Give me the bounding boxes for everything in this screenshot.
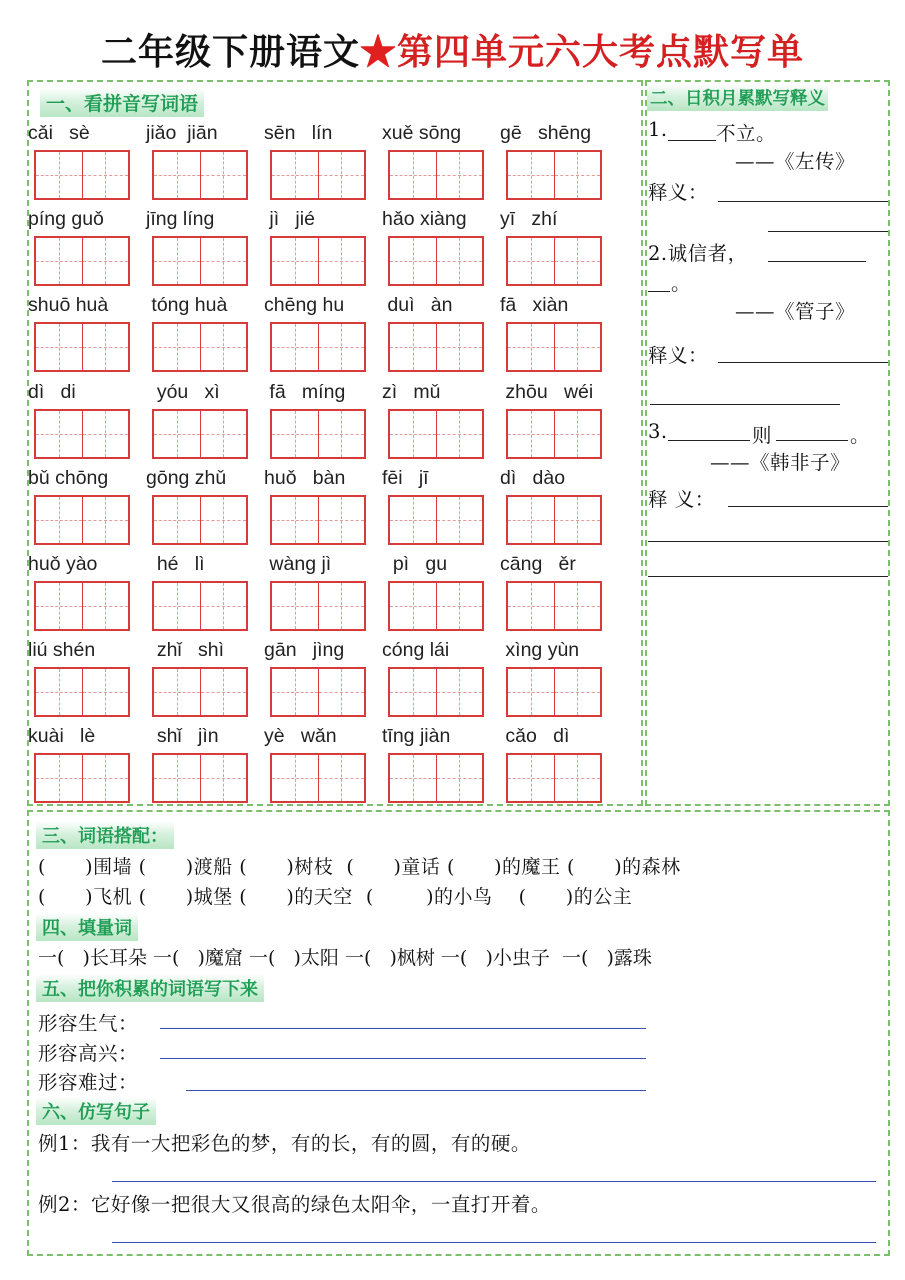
- pinyin-text: jì jié: [264, 208, 315, 231]
- tianzige-cell[interactable]: [154, 152, 201, 198]
- tianzige-box[interactable]: [34, 409, 130, 459]
- pinyin-text: xuě sōng: [382, 122, 462, 144]
- tianzige-cell[interactable]: [390, 238, 437, 284]
- tianzige-cell[interactable]: [437, 497, 483, 543]
- tianzige-box[interactable]: [34, 236, 130, 286]
- tianzige-cell[interactable]: [83, 324, 129, 370]
- pinyin-text: sēn lín: [264, 122, 333, 144]
- pinyin-item: [28, 463, 132, 549]
- tianzige-cell[interactable]: [201, 497, 247, 543]
- pinyin-item: [146, 463, 250, 549]
- tianzige-box[interactable]: [388, 581, 484, 631]
- q3-source: ——《韩非子》: [710, 451, 851, 474]
- section6-example2: 例2：它好像一把很大又很高的绿色太阳伞，一直打开着。: [38, 1193, 551, 1216]
- q1-meaning-line1[interactable]: [718, 201, 888, 202]
- tianzige-cell[interactable]: [272, 583, 319, 629]
- pinyin-text: shǐ jìn: [146, 725, 219, 748]
- q3-meaning-line3[interactable]: [648, 576, 888, 577]
- q3-end: 。: [850, 424, 871, 447]
- tianzige-cell[interactable]: [319, 324, 365, 370]
- pinyin-item: [264, 721, 368, 807]
- tianzige-cell[interactable]: [36, 583, 83, 629]
- section6-example1: 例1：我有一大把彩色的梦，有的长，有的圆，有的硬。: [38, 1132, 531, 1155]
- pinyin-text: jiǎo jiān: [146, 122, 218, 144]
- sad-answer-line[interactable]: [186, 1090, 646, 1091]
- tianzige-cell[interactable]: [319, 669, 365, 715]
- q2-end: 。: [671, 272, 692, 295]
- pinyin-item: [382, 463, 486, 549]
- tianzige-box[interactable]: [388, 753, 484, 803]
- tianzige-box[interactable]: [270, 495, 366, 545]
- pinyin-text: fā míng: [264, 380, 346, 403]
- tianzige-box[interactable]: [506, 409, 602, 459]
- pinyin-item: [28, 635, 132, 721]
- section4-line: 一( )长耳朵 一( )魔窟 一( )太阳 一( )枫树 一( )小虫子 一( )露珠: [38, 947, 652, 969]
- q2-meaning-label: 释义：: [648, 344, 709, 367]
- pinyin-text: zì mǔ: [382, 380, 441, 403]
- tianzige-cell[interactable]: [272, 669, 319, 715]
- pinyin-text: xìng yùn: [500, 639, 580, 662]
- tianzige-box[interactable]: [270, 753, 366, 803]
- tianzige-cell[interactable]: [390, 583, 437, 629]
- title-part1: 二年级下册语文: [100, 31, 360, 73]
- tianzige-cell[interactable]: [154, 324, 201, 370]
- tianzige-box[interactable]: [34, 322, 130, 372]
- tianzige-cell[interactable]: [201, 583, 247, 629]
- pinyin-text: fā xiàn: [500, 294, 569, 317]
- pinyin-text: zhōu wéi: [500, 380, 594, 403]
- pinyin-item: [382, 204, 486, 290]
- tianzige-cell[interactable]: [154, 497, 201, 543]
- tianzige-cell[interactable]: [36, 669, 83, 715]
- pinyin-row: [28, 118, 634, 204]
- title-part2: 第四单元六大考点默写单: [397, 31, 805, 73]
- pinyin-text: jīng líng: [146, 208, 215, 231]
- pinyin-item: [28, 549, 132, 635]
- tianzige-box[interactable]: [152, 581, 248, 631]
- tianzige-cell[interactable]: [437, 152, 483, 198]
- pinyin-text: dì dào: [500, 466, 566, 489]
- tianzige-cell[interactable]: [555, 755, 601, 801]
- pinyin-text: liú shén: [28, 639, 96, 662]
- pinyin-item: [146, 721, 250, 807]
- section5-item-happy: 形容高兴：: [38, 1042, 139, 1065]
- tianzige-cell[interactable]: [508, 669, 555, 715]
- tianzige-box[interactable]: [152, 150, 248, 200]
- tianzige-box[interactable]: [506, 236, 602, 286]
- tianzige-box[interactable]: [270, 581, 366, 631]
- angry-answer-line[interactable]: [160, 1028, 646, 1029]
- tianzige-cell[interactable]: [83, 583, 129, 629]
- tianzige-cell[interactable]: [390, 324, 437, 370]
- section1-title: 一、看拼音写词语: [40, 88, 204, 117]
- pinyin-text: tīng jiàn: [382, 725, 451, 748]
- tianzige-box[interactable]: [152, 236, 248, 286]
- pinyin-text: yóu xì: [146, 380, 220, 403]
- tianzige-cell[interactable]: [36, 152, 83, 198]
- q3-blank1[interactable]: [668, 440, 750, 441]
- pinyin-item: [500, 377, 604, 463]
- tianzige-cell[interactable]: [508, 324, 555, 370]
- tianzige-box[interactable]: [34, 150, 130, 200]
- pinyin-item: [28, 118, 132, 204]
- pinyin-text: duì àn: [382, 294, 453, 317]
- tianzige-cell[interactable]: [390, 152, 437, 198]
- section5-item-sad: 形容难过：: [38, 1071, 139, 1094]
- section3-line2: ( )飞机 ( )城堡 ( )的天空 ( )的小鸟 ( )的公主: [38, 886, 633, 908]
- tianzige-box[interactable]: [388, 409, 484, 459]
- q2-meaning-line1[interactable]: [718, 362, 888, 363]
- tianzige-cell[interactable]: [555, 238, 601, 284]
- pinyin-text: hé lì: [146, 553, 205, 575]
- tianzige-cell[interactable]: [154, 411, 201, 457]
- tianzige-cell[interactable]: [555, 411, 601, 457]
- pinyin-item: [146, 118, 250, 204]
- q1-meaning-label: 释义：: [648, 181, 709, 204]
- pinyin-text: huǒ bàn: [264, 466, 346, 489]
- pinyin-text: wàng jì: [264, 553, 332, 575]
- pinyin-item: [264, 549, 368, 635]
- tianzige-cell[interactable]: [437, 755, 483, 801]
- tianzige-cell[interactable]: [437, 238, 483, 284]
- tianzige-cell[interactable]: [319, 152, 365, 198]
- pinyin-item: [382, 549, 486, 635]
- tianzige-box[interactable]: [388, 667, 484, 717]
- tianzige-box[interactable]: [152, 753, 248, 803]
- tianzige-cell[interactable]: [319, 755, 365, 801]
- pinyin-item: [264, 290, 368, 376]
- pinyin-text: bǔ chōng: [28, 466, 109, 489]
- tianzige-cell[interactable]: [508, 411, 555, 457]
- tianzige-cell[interactable]: [36, 411, 83, 457]
- tianzige-box[interactable]: [270, 667, 366, 717]
- pinyin-item: [382, 721, 486, 807]
- pinyin-text: cóng lái: [382, 639, 450, 662]
- q3-number: 3.: [648, 420, 668, 443]
- tianzige-cell[interactable]: [272, 497, 319, 543]
- pinyin-item: [28, 377, 132, 463]
- pinyin-text: hǎo xiàng: [382, 208, 467, 231]
- q1-source: ——《左传》: [735, 150, 856, 173]
- tianzige-cell[interactable]: [201, 238, 247, 284]
- tianzige-box[interactable]: [506, 322, 602, 372]
- tianzige-cell[interactable]: [437, 411, 483, 457]
- tianzige-cell[interactable]: [272, 324, 319, 370]
- tianzige-cell[interactable]: [154, 669, 201, 715]
- q3-blank2[interactable]: [776, 440, 848, 441]
- pinyin-item: [146, 549, 250, 635]
- pinyin-text: kuài lè: [28, 725, 96, 748]
- pinyin-text: shuō huà: [28, 294, 109, 317]
- tianzige-cell[interactable]: [272, 238, 319, 284]
- pinyin-text: yè wǎn: [264, 725, 337, 748]
- happy-answer-line[interactable]: [160, 1058, 646, 1059]
- tianzige-cell[interactable]: [508, 238, 555, 284]
- q3-meaning-label: 释 义：: [648, 488, 715, 511]
- tianzige-cell[interactable]: [555, 583, 601, 629]
- tianzige-cell[interactable]: [555, 152, 601, 198]
- tianzige-box[interactable]: [34, 667, 130, 717]
- pinyin-item: [146, 377, 250, 463]
- tianzige-cell[interactable]: [154, 583, 201, 629]
- pinyin-row: [28, 549, 634, 635]
- tianzige-cell[interactable]: [508, 152, 555, 198]
- pinyin-text: huǒ yào: [28, 553, 98, 575]
- tianzige-cell[interactable]: [508, 755, 555, 801]
- tianzige-cell[interactable]: [555, 324, 601, 370]
- pinyin-item: [500, 118, 604, 204]
- pinyin-text: píng guǒ: [28, 208, 104, 231]
- q1-blank[interactable]: [668, 140, 716, 141]
- section5-title: 五、把你积累的词语写下来: [36, 974, 264, 1002]
- tianzige-cell[interactable]: [319, 583, 365, 629]
- tianzige-box[interactable]: [270, 322, 366, 372]
- tianzige-box[interactable]: [506, 667, 602, 717]
- section2-title: 二、日积月累默写释义: [647, 84, 828, 111]
- pinyin-item: [500, 463, 604, 549]
- tianzige-cell[interactable]: [83, 669, 129, 715]
- pinyin-text: yī zhí: [500, 208, 558, 231]
- pinyin-item: [28, 204, 132, 290]
- pinyin-text: dì di: [28, 380, 76, 403]
- pinyin-item: [500, 204, 604, 290]
- pinyin-text: gān jìng: [264, 639, 345, 662]
- pinyin-text: cǎo dì: [500, 725, 570, 748]
- tianzige-box[interactable]: [388, 495, 484, 545]
- q1-meaning-line2[interactable]: [768, 231, 888, 232]
- pinyin-row: [28, 463, 634, 549]
- tianzige-cell[interactable]: [508, 497, 555, 543]
- q2-blank1[interactable]: [768, 261, 866, 262]
- tianzige-cell[interactable]: [83, 411, 129, 457]
- pinyin-item: [382, 635, 486, 721]
- tianzige-cell[interactable]: [201, 324, 247, 370]
- tianzige-cell[interactable]: [272, 755, 319, 801]
- q2-text: 2.诚信者，: [648, 242, 748, 265]
- tianzige-box[interactable]: [506, 753, 602, 803]
- tianzige-box[interactable]: [506, 495, 602, 545]
- pinyin-row: [28, 204, 634, 290]
- tianzige-cell[interactable]: [201, 152, 247, 198]
- tianzige-cell[interactable]: [272, 411, 319, 457]
- tianzige-box[interactable]: [270, 236, 366, 286]
- pinyin-item: [146, 635, 250, 721]
- tianzige-cell[interactable]: [83, 497, 129, 543]
- tianzige-cell[interactable]: [390, 497, 437, 543]
- section5-item-angry: 形容生气：: [38, 1012, 139, 1035]
- tianzige-cell[interactable]: [154, 755, 201, 801]
- q3-mid: 则: [752, 424, 773, 447]
- tianzige-box[interactable]: [152, 409, 248, 459]
- tianzige-box[interactable]: [152, 667, 248, 717]
- tianzige-cell[interactable]: [319, 411, 365, 457]
- pinyin-item: [264, 118, 368, 204]
- tianzige-cell[interactable]: [390, 411, 437, 457]
- example1-answer-line[interactable]: [112, 1181, 876, 1182]
- tianzige-cell[interactable]: [437, 583, 483, 629]
- tianzige-cell[interactable]: [437, 669, 483, 715]
- pinyin-row: [28, 290, 634, 376]
- tianzige-box[interactable]: [388, 236, 484, 286]
- star-icon: ★: [359, 31, 397, 73]
- pinyin-item: [500, 721, 604, 807]
- tianzige-box[interactable]: [270, 409, 366, 459]
- tianzige-box[interactable]: [388, 150, 484, 200]
- pinyin-text: cāng ěr: [500, 553, 576, 575]
- tianzige-cell[interactable]: [36, 238, 83, 284]
- q2-blank2[interactable]: [648, 291, 670, 292]
- q1-number: 1.: [648, 118, 668, 141]
- pinyin-item: [146, 204, 250, 290]
- tianzige-cell[interactable]: [154, 238, 201, 284]
- pinyin-item: [264, 377, 368, 463]
- tianzige-cell[interactable]: [83, 755, 129, 801]
- pinyin-row: [28, 635, 634, 721]
- tianzige-cell[interactable]: [83, 238, 129, 284]
- tianzige-box[interactable]: [152, 495, 248, 545]
- pinyin-text: zhǐ shì: [146, 639, 225, 662]
- tianzige-cell[interactable]: [319, 238, 365, 284]
- pinyin-item: [382, 118, 486, 204]
- tianzige-cell[interactable]: [36, 755, 83, 801]
- tianzige-cell[interactable]: [272, 152, 319, 198]
- q3-meaning-line1[interactable]: [728, 506, 888, 507]
- tianzige-box[interactable]: [152, 322, 248, 372]
- tianzige-cell[interactable]: [201, 411, 247, 457]
- pinyin-item: [382, 377, 486, 463]
- pinyin-text: pì gu: [382, 553, 448, 575]
- pinyin-item: [382, 290, 486, 376]
- tianzige-box[interactable]: [506, 581, 602, 631]
- tianzige-cell[interactable]: [390, 755, 437, 801]
- pinyin-item: [264, 204, 368, 290]
- section3-line1: ( )围墙 ( )渡船 ( )树枝 ( )童话 ( )的魔王 ( )的森林: [38, 856, 681, 878]
- tianzige-box[interactable]: [506, 150, 602, 200]
- tianzige-cell[interactable]: [555, 669, 601, 715]
- q2-meaning-line2[interactable]: [650, 404, 840, 405]
- tianzige-cell[interactable]: [36, 324, 83, 370]
- tianzige-cell[interactable]: [508, 583, 555, 629]
- pinyin-item: [146, 290, 250, 376]
- tianzige-box[interactable]: [34, 753, 130, 803]
- example2-answer-line[interactable]: [112, 1242, 876, 1243]
- pinyin-text: tóng huà: [146, 294, 228, 317]
- pinyin-item: [500, 635, 604, 721]
- pinyin-text: fēi jī: [382, 466, 429, 489]
- q2-source: ——《管子》: [735, 300, 856, 323]
- q3-meaning-line2[interactable]: [648, 541, 888, 542]
- tianzige-cell[interactable]: [83, 152, 129, 198]
- tianzige-box[interactable]: [270, 150, 366, 200]
- pinyin-item: [264, 635, 368, 721]
- tianzige-cell[interactable]: [201, 669, 247, 715]
- pinyin-text: gē shēng: [500, 122, 592, 144]
- pinyin-text: cǎi sè: [28, 122, 90, 144]
- pinyin-row: [28, 721, 634, 807]
- tianzige-box[interactable]: [388, 322, 484, 372]
- section4-title: 四、填量词: [36, 913, 138, 941]
- pinyin-row: [28, 377, 634, 463]
- section6-title: 六、仿写句子: [36, 1097, 156, 1125]
- q1-text: 不立。: [716, 122, 777, 145]
- section3-title: 三、词语搭配：: [36, 821, 174, 849]
- pinyin-text: chēng hu: [264, 294, 345, 317]
- pinyin-text: gōng zhǔ: [146, 466, 227, 489]
- tianzige-box[interactable]: [34, 581, 130, 631]
- tianzige-cell[interactable]: [319, 497, 365, 543]
- tianzige-cell[interactable]: [201, 755, 247, 801]
- pinyin-item: [28, 290, 132, 376]
- pinyin-item: [500, 290, 604, 376]
- pinyin-item: [500, 549, 604, 635]
- tianzige-cell[interactable]: [437, 324, 483, 370]
- tianzige-cell[interactable]: [390, 669, 437, 715]
- tianzige-cell[interactable]: [555, 497, 601, 543]
- tianzige-box[interactable]: [34, 495, 130, 545]
- tianzige-cell[interactable]: [36, 497, 83, 543]
- page-title: [0, 24, 905, 75]
- pinyin-item: [264, 463, 368, 549]
- pinyin-item: [28, 721, 132, 807]
